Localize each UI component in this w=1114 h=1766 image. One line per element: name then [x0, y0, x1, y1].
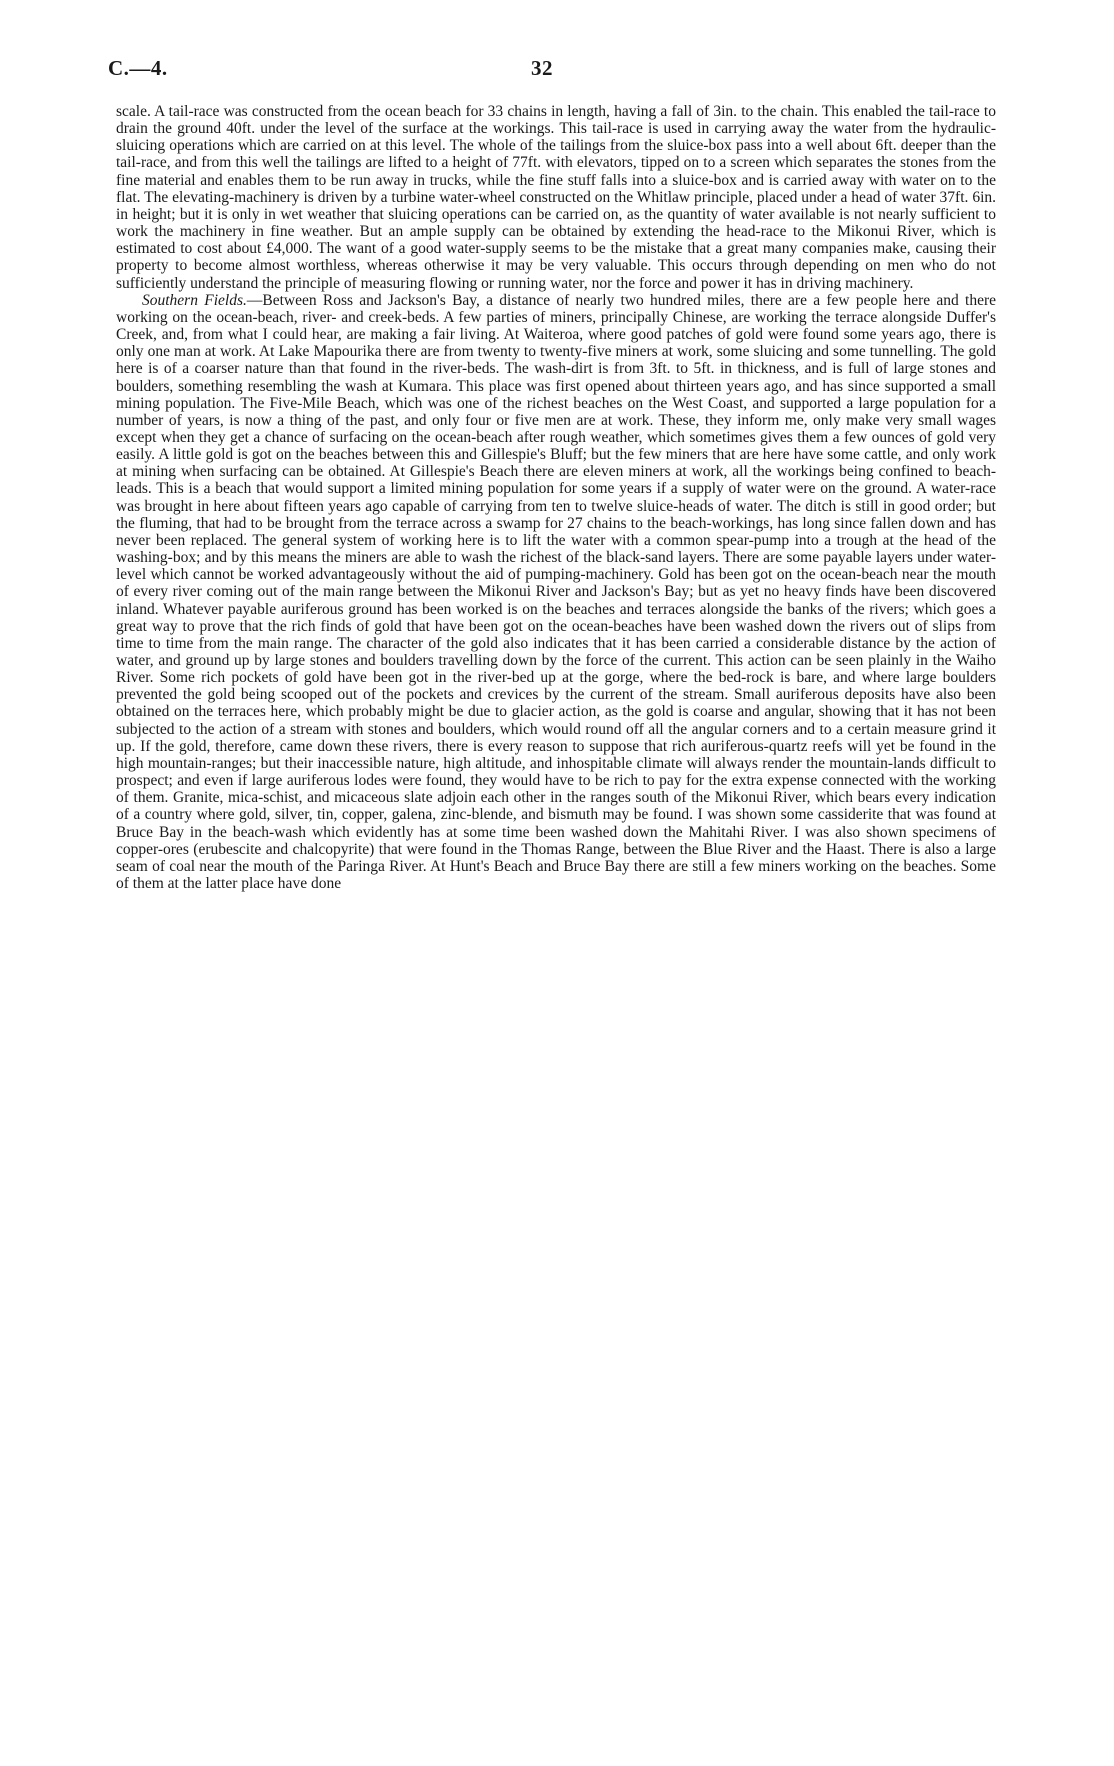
paragraph-southern-fields-body: —Between Ross and Jackson's Bay, a distance of nearly two hundred miles, there are a few people here and there working on the ocean-beach, river- and creek-beds. A few parties of miners, principally Chinese, are working the terrace alongside Duffer's Creek, and, from what I could hear, are making a fair living. At Waiteroa, where good patches of gold were found some years ago, there is only one man at work. At Lake Mapourika there are from twenty to twenty-five miners at work, some sluicing and some tunnelling. The gold here is of a coarser nature than that found in the river-beds. The wash-dirt is from 3ft. to 5ft. in thickness, and is full of large stones and boulders, something resembling the wash at Kumara. This place was first opened about thirteen years ago, and has since supported a small mining population. The Five-Mile Beach, which was one of the richest beaches on the West Coast, and supported a large population for a number of years, is now a thing of the past, and only four or five men are at work. These, they inform me, only make very small wages except when they get a chance of surfacing on the ocean-beach after rough weather, which sometimes gives them a few ounces of gold very easily. A little gold is got on the beaches between this and Gillespie's Bluff; but the few miners that are here have some cattle, and only work at mining when surfacing can be obtained. At Gillespie's Beach there are eleven miners at work, all the workings being confined to beach-leads. This is a beach that would support a limited mining population for some years if a supply of water were on the ground. A water-race was brought in here about fifteen years ago capable of carrying from ten to twelve sluice-heads of water. The ditch is still in good order; but the fluming, that had to be brought from the terrace across a swamp for 27 chains to the beach-workings, has long since fallen down and has never been replaced. The general system of working here is to lift the water with a common spear-pump into a trough at the head of the washing-box; and by this means the miners are able to wash the richest of the black-sand layers. There are some payable layers under water-level which cannot be worked advantageously without the aid of pumping-machinery. Gold has been got on the ocean-beach near the mouth of every river coming out of the main range between the Mikonui River and Jackson's Bay; but as yet no heavy finds have been discovered inland. Whatever payable auriferous ground has been worked is on the beaches and terraces alongside the banks of the rivers; which goes a great way to prove that the rich finds of gold that have been got on the ocean-beaches have been washed down the rivers out of slips from time to time from the main range. The character of the gold also indicates that it has been carried a considerable distance by the action of water, and ground up by large stones and boulders travelling down by the force of the current. This action can be seen plainly in the Waiho River. Some rich pockets of gold have been got in the river-bed up at the gorge, where the bed-rock is bare, and where large boulders prevented the gold being scooped out of the pockets and crevices by the current of the stream. Small auriferous deposits have also been obtained on the terraces here, which probably might be due to glacier action, as the gold is coarse and angular, showing that it has not been subjected to the action of a stream with stones and boulders, which would round off all the angular corners and to a certain measure grind it up. If the gold, therefore, came down these rivers, there is every reason to suppose that rich auriferous-quartz reefs will yet be found in the high mountain-ranges; but their inaccessible nature, high altitude, and inhospitable climate will always render the mountain-lands difficult to prospect; and even if large auriferous lodes were found, they would have to be rich to pay for the extra expense connected with the working of them. Granite, mica-schist, and micaceous slate adjoin each other in the ranges south of the Mikonui River, which bears every indication of a country where gold, silver, tin, copper, galena, zinc-blende, and bismuth may be found. I was shown some cassiderite that was found at Bruce Bay in the beach-wash which evidently has at some time been washed down the Mahitahi River. I was also shown specimens of copper-ores (erubescite and chalcopyrite) that were found in the Thomas Range, between the Blue River and the Haast. There is also a large seam of coal near the mouth of the Paringa River. At Hunt's Beach and Bruce Bay there are still a few miners working on the beaches. Some of them at the latter place have done [116, 291, 996, 893]
document-reference: C.—4. [108, 56, 168, 80]
page-header [108, 56, 996, 86]
section-heading-southern-fields: Southern Fields. [142, 291, 247, 309]
document-page [108, 56, 996, 893]
paragraph-southern-fields [116, 292, 996, 892]
page-number: 32 [531, 56, 553, 80]
body-text [116, 103, 996, 892]
paragraph-tail-race: scale. A tail-race was constructed from the ocean beach for 33 chains in length, having a fall of 3in. to the chain. This enabled the tail-race to drain the ground 40ft. under the level of the surface at the workings. This tail-race is used in carrying away the water from the hydraulic-sluicing operations which are carried on at this level. The whole of the tailings from the sluice-box pass into a well about 6ft. deeper than the tail-race, and from this well the tailings are lifted to a height of 77ft. with elevators, tipped on to a screen which separates the stones from the fine material and enables them to be run away in trucks, while the fine stuff falls into a sluice-box and is carried away with water on to the flat. The elevating-machinery is driven by a turbine water-wheel constructed on the Whitlaw principle, placed under a head of water 37ft. 6in. in height; but it is only in wet weather that sluicing operations can be carried on, as the quantity of water available is not nearly sufficient to work the machinery in fine weather. But an ample supply can be obtained by extending the head-race to the Mikonui River, which is estimated to cost about £4,000. The want of a good water-supply seems to be the mistake that a great many companies make, causing their property to become almost worthless, whereas otherwise it may be very valuable. This occurs through depending on men who do not sufficiently understand the principle of measuring flowing or running water, nor the force and power it has in driving machinery. [116, 103, 996, 292]
